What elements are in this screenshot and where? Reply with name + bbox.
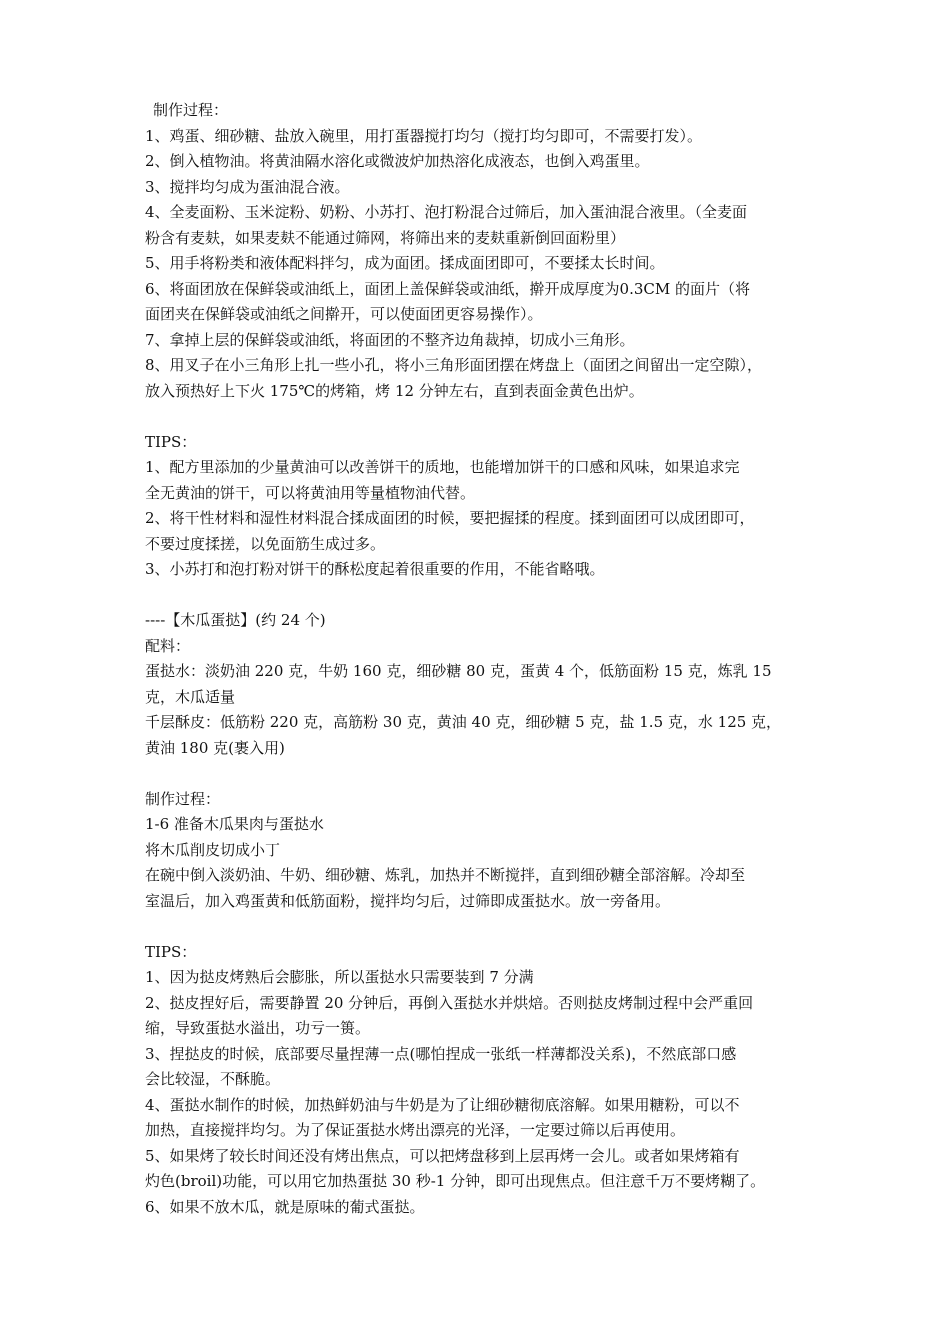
tip-line: 3、小苏打和泡打粉对饼干的酥松度起着很重要的作用，不能省略哦。 xyxy=(145,560,605,578)
ingredient-line: 黄油 180 克(裹入用) xyxy=(145,738,285,757)
step-line: 粉含有麦麸，如果麦麸不能通过筛网，将筛出来的麦麸重新倒回面粉里） xyxy=(145,228,626,247)
tip-line: 全无黄油的饼干，可以将黄油用等量植物油代替。 xyxy=(145,483,476,502)
step-line: 室温后，加入鸡蛋黄和低筋面粉，搅拌均匀后，过筛即成蛋挞水。放一旁备用。 xyxy=(145,891,671,910)
paragraph-gap xyxy=(145,761,817,787)
section-heading: 配料： xyxy=(145,636,191,655)
section-heading: TIPS： xyxy=(145,432,197,451)
paragraph-gap xyxy=(145,914,817,940)
ingredient-line: 千层酥皮：低筋粉 220 克，高筋粉 30 克，黄油 40 克，细砂糖 5 克，盐 1.5 克，水 125 克， xyxy=(145,713,782,731)
tip-line: 加热，直接搅拌均匀。为了保证蛋挞水烤出漂亮的光泽，一定要过筛以后再使用。 xyxy=(145,1121,686,1139)
section-heading: TIPS： xyxy=(145,942,197,961)
recipe-title: ----【木瓜蛋挞】(约 24 个) xyxy=(145,611,326,629)
tip-line: 1、配方里添加的少量黄油可以改善饼干的质地，也能增加饼干的口感和风味，如果追求完 xyxy=(145,458,740,476)
step-line: 在碗中倒入淡奶油、牛奶、细砂糖、炼乳，加热并不断搅拌，直到细砂糖全部溶解。冷却至 xyxy=(145,866,746,884)
tip-line: 灼色(broil)功能，可以用它加热蛋挞 30 秒-1 分钟，即可出现焦点。但注意千万不要烤糊了。 xyxy=(145,1172,766,1190)
paragraph-gap xyxy=(145,404,817,430)
paragraph-gap xyxy=(145,583,817,609)
step-line: 4、全麦面粉、玉米淀粉、奶粉、小苏打、泡打粉混合过筛后，加入蛋油混合液里。（全麦面 xyxy=(145,203,748,221)
step-line: 1-6 准备木瓜果肉与蛋挞水 xyxy=(145,815,324,833)
tip-line: 不要过度揉搓，以免面筋生成过多。 xyxy=(145,534,386,553)
ingredient-line: 克，木瓜适量 xyxy=(145,687,236,706)
tip-line: 6、如果不放木瓜，就是原味的葡式蛋挞。 xyxy=(145,1197,425,1216)
section-heading: 制作过程： xyxy=(153,101,229,119)
tip-line: 1、因为挞皮烤熟后会膨胀，所以蛋挞水只需要装到 7 分满 xyxy=(145,968,534,986)
step-line: 放入预热好上下火 175℃的烤箱，烤 12 分钟左右，直到表面金黄色出炉。 xyxy=(145,381,644,400)
ingredient-line: 蛋挞水：淡奶油 220 克，牛奶 160 克，细砂糖 80 克，蛋黄 4 个，低筋面粉 15 克，炼乳 15 xyxy=(145,662,772,680)
step-line: 7、拿掉上层的保鲜袋或油纸，将面团的不整齐边角裁掉，切成小三角形。 xyxy=(145,330,635,349)
tip-line: 5、如果烤了较长时间还没有烤出焦点，可以把烤盘移到上层再烤一会儿。或者如果烤箱有 xyxy=(145,1146,740,1165)
step-line: 2、倒入植物油。将黄油隔水溶化或微波炉加热溶化成液态，也倒入鸡蛋里。 xyxy=(145,152,650,170)
step-line: 面团夹在保鲜袋或油纸之间擀开，可以使面团更容易操作）。 xyxy=(145,305,543,323)
tip-line: 4、蛋挞水制作的时候，加热鲜奶油与牛奶是为了让细砂糖彻底溶解。如果用糖粉，可以不 xyxy=(145,1095,740,1114)
step-line: 5、用手将粉类和液体配料拌匀，成为面团。揉成面团即可，不要揉太长时间。 xyxy=(145,254,665,272)
step-line: 3、搅拌均匀成为蛋油混合液。 xyxy=(145,177,350,196)
tip-line: 缩，导致蛋挞水溢出，功亏一篑。 xyxy=(145,1019,371,1037)
tip-line: 2、将干性材料和湿性材料混合揉成面团的时候，要把握揉的程度。揉到面团可以成团即可， xyxy=(145,509,755,527)
tip-line: 会比较湿，不酥脆。 xyxy=(145,1070,281,1088)
step-line: 8、用叉子在小三角形上扎一些小孔，将小三角形面团摆在烤盘上（面团之间留出一定空隙）， xyxy=(145,356,763,374)
tip-line: 3、捏挞皮的时候，底部要尽量捏薄一点(哪怕捏成一张纸一样薄都没关系)，不然底部口感 xyxy=(145,1044,737,1063)
step-line: 1、鸡蛋、细砂糖、盐放入碗里，用打蛋器搅打均匀（搅打均匀即可，不需要打发）。 xyxy=(145,126,703,145)
step-line: 将木瓜削皮切成小丁 xyxy=(145,840,281,859)
section-heading: 制作过程： xyxy=(145,789,221,808)
document-body xyxy=(145,98,817,1220)
tip-line: 2、挞皮捏好后，需要静置 20 分钟后，再倒入蛋挞水并烘焙。否则挞皮烤制过程中会严重回 xyxy=(145,993,754,1012)
step-line: 6、将面团放在保鲜袋或油纸上，面团上盖保鲜袋或油纸，擀开成厚度为0.3CM 的面片（将 xyxy=(145,279,751,298)
